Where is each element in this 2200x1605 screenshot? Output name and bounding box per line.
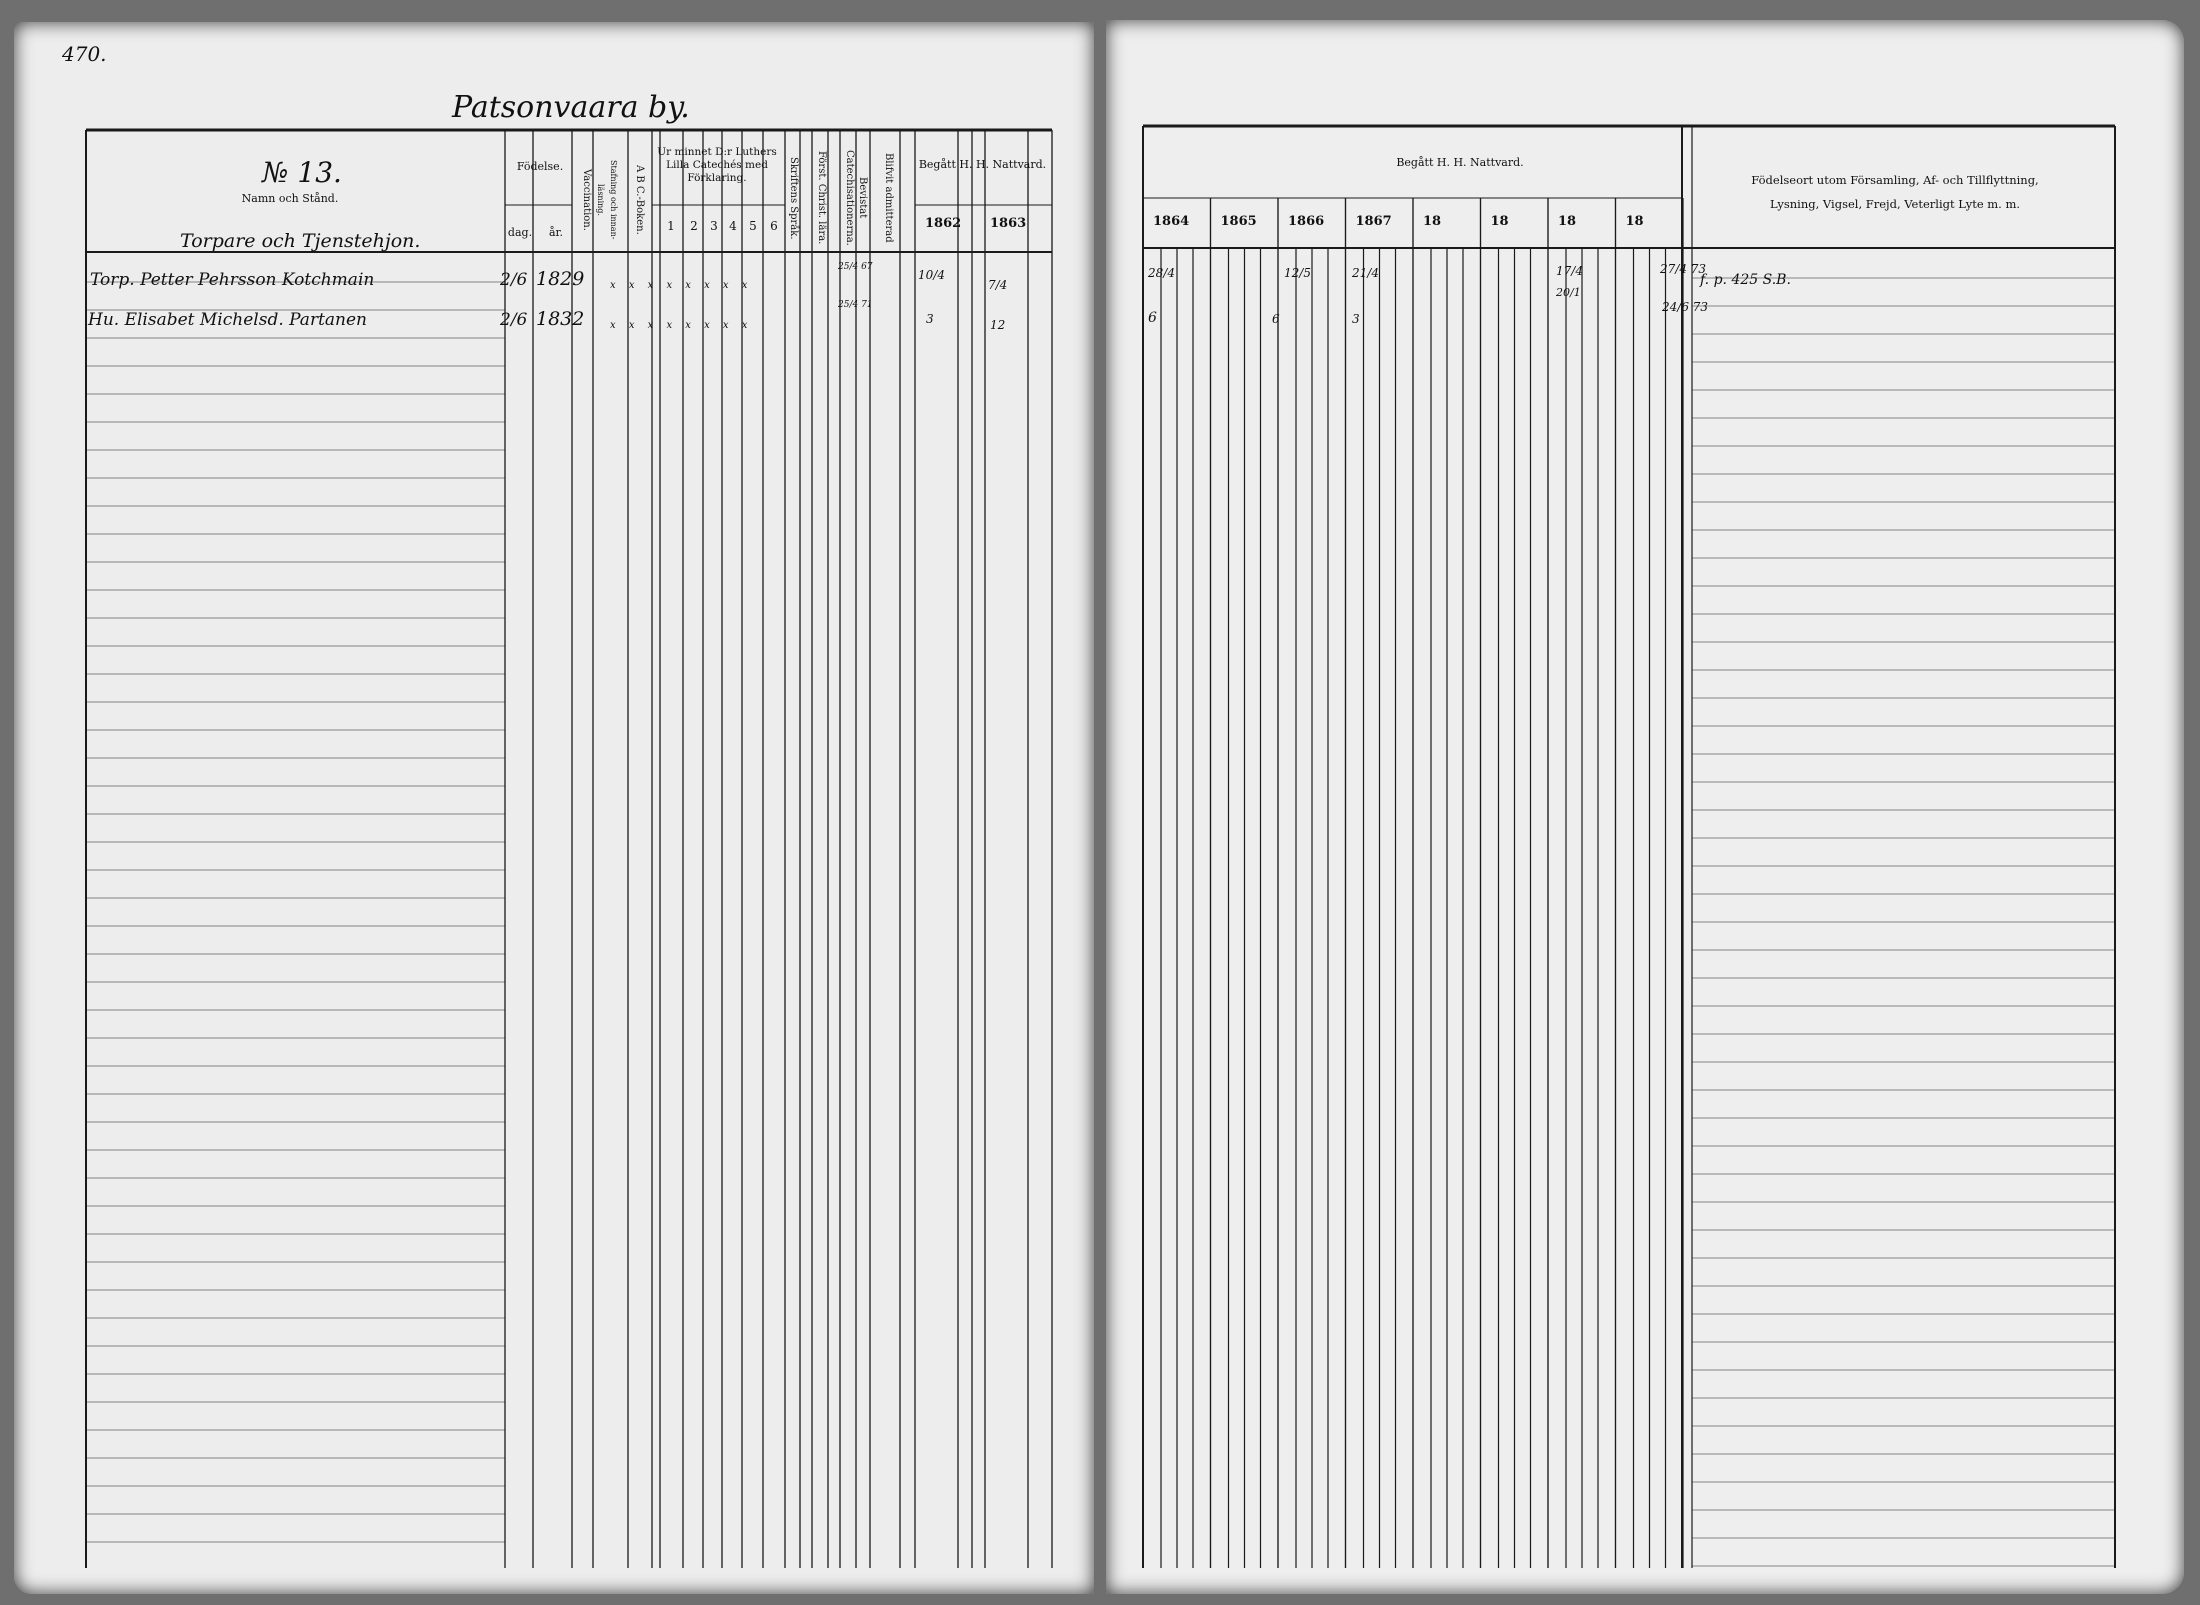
catechism-number: 4 xyxy=(729,219,737,233)
row2-n18a: 20/1 xyxy=(1556,286,1581,299)
right-year-label: 18 xyxy=(1558,214,1577,229)
row2-n1862: 3 xyxy=(926,312,934,326)
row1-remark-date: 27/4 73 xyxy=(1660,262,1707,276)
catechism-label: Ur minnet D:r Luthers Lilla Catechés med Förklaring. xyxy=(657,146,777,184)
remarks-label: Födelseort utom Församling, Af- och Tillflyttning, Lysning, Vigsel, Frejd, Veterligt Lyte m. m. xyxy=(1751,173,2039,211)
catechism-number: 1 xyxy=(667,219,675,233)
right-year-label: 1864 xyxy=(1153,214,1190,229)
row1-remark: f. p. 425 S.B. xyxy=(1700,272,1791,288)
row1-n1866: 12/5 xyxy=(1284,266,1311,280)
row2-marks: x x x x x x x x xyxy=(610,320,753,331)
year-1862: 1862 xyxy=(925,216,962,231)
page-number: 470. xyxy=(62,42,107,66)
row2-n1864: 6 xyxy=(1148,310,1157,326)
register-number: № 13. xyxy=(262,156,342,189)
occupation-heading: Torpare och Tjenstehjon. xyxy=(180,230,421,252)
stavning-label: Stafning och innan-läsning. xyxy=(596,160,618,240)
row2-n1866: 6 xyxy=(1272,312,1280,326)
row2-n1867: 3 xyxy=(1352,312,1360,326)
ar-label: år. xyxy=(548,226,564,239)
right-year-label: 18 xyxy=(1490,214,1509,229)
begatt-label-right: Begått H. H. Nattvard. xyxy=(1396,156,1524,169)
right-year-label: 18 xyxy=(1423,214,1442,229)
year-1863: 1863 xyxy=(990,216,1027,231)
catechism-number: 5 xyxy=(749,219,757,233)
fodelse-label: Födelse. xyxy=(516,160,564,173)
vaccination-label: Vaccination. xyxy=(581,169,592,231)
right-year-label: 1866 xyxy=(1288,214,1325,229)
bevistat-label: Bevistat Catechisationerna. xyxy=(844,150,868,246)
abc-label: A B C.-Boken. xyxy=(634,165,645,235)
row2-remark-date: 24/6 73 xyxy=(1662,300,1709,314)
dag-label: dag. xyxy=(507,226,533,239)
row1-marks: x x x x x x x x xyxy=(610,280,753,291)
row2-birth-day: 2/6 xyxy=(500,310,528,330)
row1-n1867: 21/4 xyxy=(1352,266,1379,280)
row1-name: Torp. Petter Pehrsson Kotchmain xyxy=(90,270,375,290)
catechism-number: 2 xyxy=(690,219,698,233)
row1-n1863: 7/4 xyxy=(988,278,1008,292)
village-title: Patsonvaara by. xyxy=(452,90,690,125)
row1-n18a: 17/4 xyxy=(1556,264,1583,278)
skriftens-label: Skriftens Språk. xyxy=(788,156,799,240)
right-year-label: 1867 xyxy=(1355,214,1392,229)
row2-n1863: 12 xyxy=(990,318,1006,332)
row1-n1862: 10/4 xyxy=(918,268,945,282)
forst-label: Först. Christ. lära. xyxy=(816,151,827,245)
right-year-label: 1865 xyxy=(1220,214,1257,229)
begatt-label-left: Begått H. H. Nattvard. xyxy=(918,158,1047,171)
row2-name: Hu. Elisabet Michelsd. Partanen xyxy=(88,310,367,330)
row1-birth-day: 2/6 xyxy=(500,270,528,290)
blifvit-label: Blifvit admitterad xyxy=(883,153,894,243)
row1-n1864: 28/4 xyxy=(1148,266,1175,280)
row1-birth-year: 1829 xyxy=(536,268,585,290)
row2-cat-note: 25/4 71 xyxy=(838,300,873,310)
name-label: Namn och Stånd. xyxy=(241,192,339,205)
row2-birth-year: 1832 xyxy=(536,308,585,330)
catechism-number: 3 xyxy=(710,219,718,233)
row1-cat-note: 25/4 67 xyxy=(838,262,873,272)
catechism-number: 6 xyxy=(770,219,778,233)
right-year-label: 18 xyxy=(1625,214,1644,229)
